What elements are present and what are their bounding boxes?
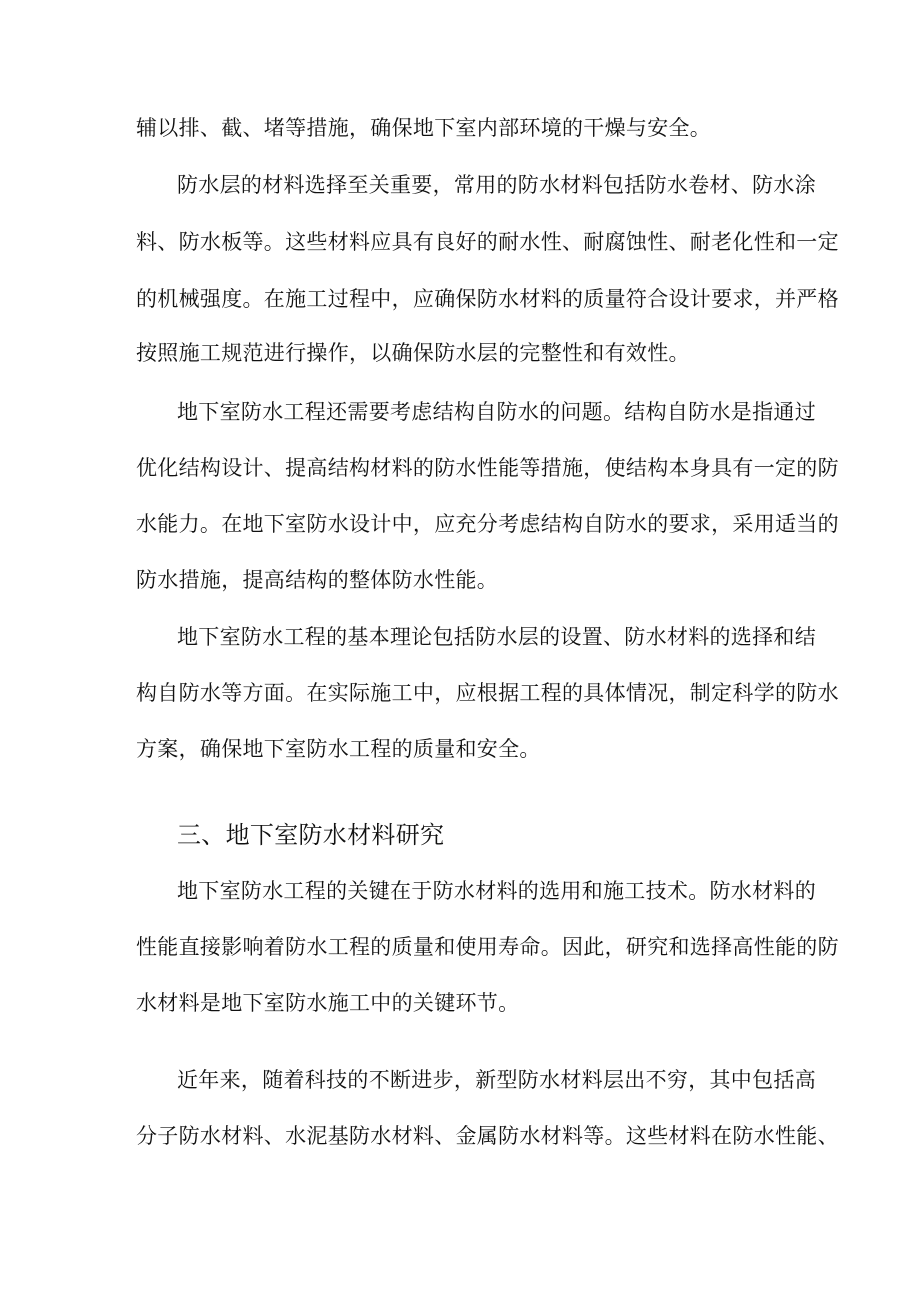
paragraph-line: 辅以排、截、堵等措施，确保地下室内部环境的干燥与安全。 <box>136 116 712 140</box>
section-heading: 三、地下室防水材料研究 <box>177 821 445 849</box>
paragraph-line: 优化结构设计、提高结构材料的防水性能等措施，使结构本身具有一定的防 <box>136 456 839 480</box>
paragraph-line: 水材料是地下室防水施工中的关键环节。 <box>136 991 520 1015</box>
paragraph-line: 地下室防水工程的基本理论包括防水层的设置、防水材料的选择和结 <box>177 625 816 649</box>
paragraph-line: 构自防水等方面。在实际施工中，应根据工程的具体情况，制定科学的防水 <box>136 681 839 705</box>
paragraph-line: 近年来，随着科技的不断进步，新型防水材料层出不穷，其中包括高 <box>177 1068 816 1092</box>
paragraph-line: 地下室防水工程还需要考虑结构自防水的问题。结构自防水是指通过 <box>177 400 816 424</box>
paragraph-line: 分子防水材料、水泥基防水材料、金属防水材料等。这些材料在防水性能、 <box>136 1124 839 1148</box>
paragraph-line: 地下室防水工程的关键在于防水材料的选用和施工技术。防水材料的 <box>177 879 816 903</box>
paragraph-line: 按照施工规范进行操作，以确保防水层的完整性和有效性。 <box>136 341 690 365</box>
paragraph-line: 防水措施，提高结构的整体防水性能。 <box>136 568 499 592</box>
paragraph-line: 料、防水板等。这些材料应具有良好的耐水性、耐腐蚀性、耐老化性和一定 <box>136 230 839 254</box>
paragraph-line: 方案，确保地下室防水工程的质量和安全。 <box>136 737 541 761</box>
paragraph-line: 性能直接影响着防水工程的质量和使用寿命。因此，研究和选择高性能的防 <box>136 935 839 959</box>
paragraph-line: 的机械强度。在施工过程中，应确保防水材料的质量符合设计要求，并严格 <box>136 287 839 311</box>
paragraph-line: 水能力。在地下室防水设计中，应充分考虑结构自防水的要求，采用适当的 <box>136 512 839 536</box>
paragraph-line: 防水层的材料选择至关重要，常用的防水材料包括防水卷材、防水涂 <box>177 173 816 197</box>
